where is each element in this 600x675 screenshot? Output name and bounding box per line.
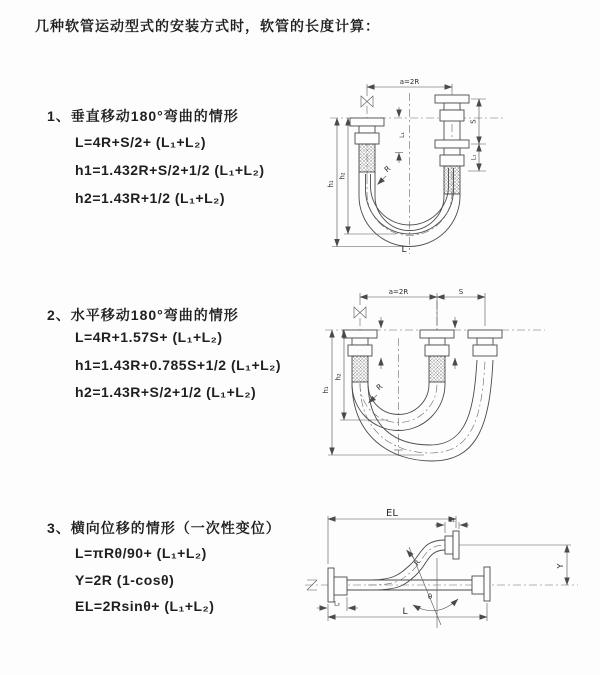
dim-label-right-end: L₁ bbox=[449, 517, 455, 524]
dim-label-radius: R bbox=[412, 558, 423, 568]
right-flange-two-positions bbox=[435, 95, 469, 194]
left-end-dimension bbox=[317, 597, 358, 611]
valve-symbol-icon bbox=[354, 307, 366, 318]
left-end-dimension bbox=[395, 107, 406, 163]
section-2-formula-h1: h1=1.43R+0.785S+1/2 (L₁+L₂) bbox=[75, 357, 282, 373]
section-1-heading: 1、垂直移动180°弯曲的情形 bbox=[47, 108, 239, 124]
hose-u-bend-positions bbox=[352, 360, 493, 461]
radius-and-angle-construction bbox=[407, 547, 459, 628]
dim-label-el: EL bbox=[386, 508, 398, 519]
diagram-lateral-displacement bbox=[300, 498, 600, 658]
hose-s-curve-displaced bbox=[347, 531, 459, 590]
diagram-horizontal-180-bend bbox=[315, 280, 570, 470]
span-and-stroke-dimensions bbox=[360, 288, 485, 326]
flanges bbox=[343, 330, 502, 382]
dim-label-radius: R bbox=[382, 163, 393, 175]
dim-label-left-end: L₁ bbox=[399, 132, 406, 138]
dim-label-h1: h₁ bbox=[322, 386, 330, 394]
right-end-dimension bbox=[435, 517, 469, 533]
dim-label-h1: h₁ bbox=[327, 180, 335, 188]
dim-label-span: a=2R bbox=[388, 288, 409, 296]
section-3-formula-Y: Y=2R (1-cosθ) bbox=[75, 572, 175, 588]
section-3-formula-EL: EL=2Rsinθ+ (L₁+L₂) bbox=[75, 598, 215, 614]
page-title: 几种软管运动型式的安装方式时，软管的长度计算： bbox=[35, 18, 380, 34]
braided-hose-section bbox=[352, 356, 368, 382]
section-2-heading: 2、水平移动180°弯曲的情形 bbox=[47, 307, 239, 323]
valve-symbol-icon bbox=[361, 96, 373, 107]
left-flange bbox=[350, 118, 384, 172]
dim-label-radius: R bbox=[374, 381, 385, 393]
section-1-formula-L: L=4R+S/2+ (L₁+L₂) bbox=[75, 134, 206, 150]
dim-label-stroke: S bbox=[469, 119, 478, 124]
section-3-formula-L: L=πRθ/90+ (L₁+L₂) bbox=[75, 545, 207, 561]
dim-label-right-end: L₁ bbox=[470, 154, 478, 161]
section-3-heading: 3、横向位移的情形（一次性变位） bbox=[47, 520, 281, 536]
dim-label-length: L bbox=[401, 245, 407, 255]
section-2-formula-h2: h2=1.43R+S/2+1/2 (L₁+L₂) bbox=[75, 384, 257, 400]
dim-label-h2: h₂ bbox=[338, 172, 347, 180]
section-1-formula-h1: h1=1.432R+S/2+1/2 (L₁+L₂) bbox=[75, 162, 265, 178]
dim-label-stroke: S bbox=[458, 288, 464, 296]
dim-label-angle: θ bbox=[427, 593, 433, 601]
dim-label-span: a=2R bbox=[399, 78, 420, 86]
dim-label-offset: Y bbox=[556, 563, 565, 569]
stroke-dimension bbox=[468, 99, 486, 171]
section-1-formula-h2: h2=1.43R+1/2 (L₁+L₂) bbox=[75, 190, 226, 206]
height-dimensions bbox=[322, 330, 424, 455]
dim-label-length: L bbox=[402, 607, 408, 617]
el-dimension bbox=[328, 508, 456, 564]
dim-label-h2: h₂ bbox=[334, 373, 343, 381]
length-dimension bbox=[328, 600, 487, 621]
radius-callout bbox=[378, 164, 393, 185]
braided-hose-section bbox=[359, 144, 375, 172]
braided-hose-section bbox=[429, 356, 445, 382]
radius-callout bbox=[369, 382, 385, 403]
left-flange bbox=[328, 568, 347, 602]
diagram-vertical-180-bend bbox=[320, 72, 590, 257]
section-2-formula-L: L=4R+1.57S+ (L₁+L₂) bbox=[75, 329, 223, 345]
braided-hose-section bbox=[444, 166, 460, 194]
dim-label-left-end: L₂ bbox=[334, 600, 340, 608]
